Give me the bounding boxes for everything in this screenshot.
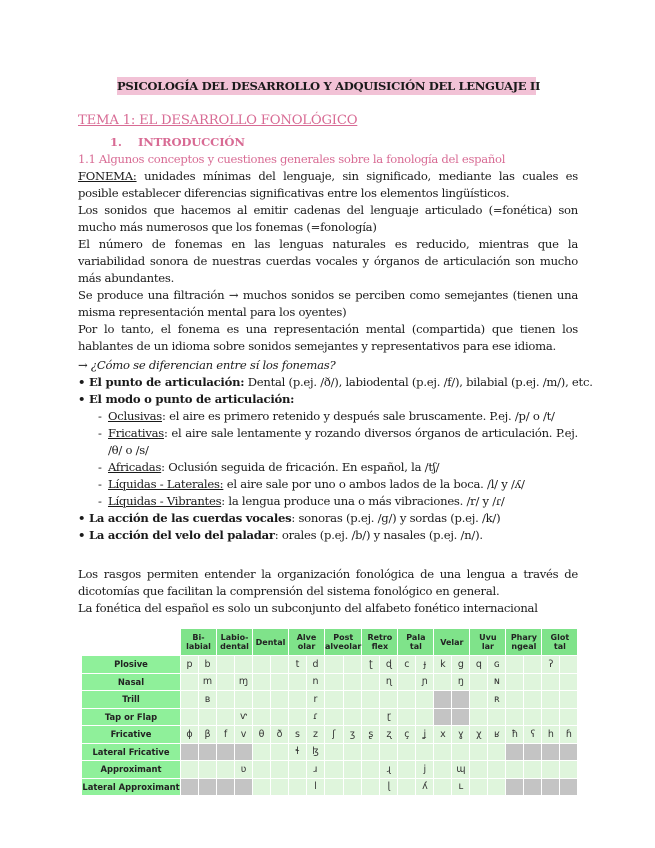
ipa-cell xyxy=(362,674,379,691)
ipa-cell xyxy=(217,779,234,796)
dash-item xyxy=(78,425,578,459)
ipa-cell xyxy=(271,674,288,691)
row-label: Plosive xyxy=(82,656,180,673)
row-label: Trill xyxy=(82,691,180,708)
ipa-cell xyxy=(398,674,415,691)
ipa-cell xyxy=(325,709,343,726)
dash-item xyxy=(78,476,578,493)
ipa-cell xyxy=(271,779,288,796)
ipa-cell xyxy=(560,674,577,691)
table-row xyxy=(82,744,577,761)
ipa-cell xyxy=(362,709,379,726)
ipa-cell xyxy=(362,779,379,796)
ipa-cell: f xyxy=(217,726,234,743)
ipa-cell: ɳ xyxy=(380,674,397,691)
ipa-cell: j xyxy=(416,761,433,778)
ipa-cell: ç xyxy=(398,726,415,743)
bullet-vocal-cords xyxy=(78,510,578,527)
ipa-cell: ɢ xyxy=(488,656,505,673)
ipa-cell: ɻ xyxy=(380,761,397,778)
ipa-cell: m xyxy=(199,674,216,691)
ipa-cell xyxy=(253,709,270,726)
ipa-cell: ɣ xyxy=(452,726,469,743)
ipa-cell: l xyxy=(307,779,324,796)
ipa-cell xyxy=(470,744,487,761)
ipa-cell xyxy=(416,691,433,708)
ipa-cell xyxy=(488,709,505,726)
ipa-cell: p xyxy=(181,656,198,673)
ipa-cell: g xyxy=(452,656,469,673)
ipa-cell xyxy=(199,779,216,796)
ipa-cell xyxy=(253,691,270,708)
ipa-cell xyxy=(181,779,198,796)
ipa-cell xyxy=(253,744,270,761)
ipa-cell xyxy=(542,709,559,726)
ipa-cell xyxy=(325,674,343,691)
column-header: Alve olar xyxy=(289,629,324,655)
ipa-cell xyxy=(416,709,433,726)
column-header: Bi- labial xyxy=(181,629,216,655)
ipa-cell xyxy=(271,691,288,708)
bullet-term: • El punto de articulación: xyxy=(78,375,245,389)
paragraph: Los rasgos permiten entender la organización fonológica de una lengua a través de dicotomías que facilitan la comprensión del sistema fonológico en general. xyxy=(78,567,578,598)
ipa-cell xyxy=(235,779,252,796)
dash-text: : la lengua produce una o más vibraciones. /r/ y /ɾ/ xyxy=(221,494,505,508)
ipa-cell xyxy=(542,761,559,778)
column-header: Phary ngeal xyxy=(506,629,541,655)
section-title: INTRODUCCIÓN xyxy=(138,135,245,149)
row-label: Fricative xyxy=(82,726,180,743)
ipa-cell: ʟ xyxy=(452,779,469,796)
ipa-cell xyxy=(217,656,234,673)
ipa-cell xyxy=(253,761,270,778)
paragraph: Los sonidos que hacemos al emitir cadenas del lenguaje articulado (=fonética) son mucho más numerosos que los fonemas (=fonología) xyxy=(78,203,578,234)
table-row xyxy=(82,656,577,673)
ipa-cell xyxy=(217,674,234,691)
ipa-cell xyxy=(560,656,577,673)
column-header: Uvu lar xyxy=(470,629,505,655)
ipa-cell xyxy=(181,674,198,691)
dash-term: Líquidas - Vibrantes xyxy=(108,494,222,508)
ipa-cell: ʁ xyxy=(488,726,505,743)
ipa-cell xyxy=(362,691,379,708)
dash-marker: - xyxy=(98,494,102,508)
ipa-cell xyxy=(398,691,415,708)
column-header: Labio- dental xyxy=(217,629,252,655)
ipa-cell xyxy=(181,709,198,726)
row-label: Lateral Fricative xyxy=(82,744,180,761)
ipa-cell xyxy=(253,674,270,691)
table-row xyxy=(82,726,577,743)
ipa-cell xyxy=(524,691,541,708)
ipa-cell xyxy=(181,691,198,708)
ipa-cell xyxy=(181,744,198,761)
ipa-cell: ħ xyxy=(506,726,523,743)
bullet-term: • El modo o punto de articulación: xyxy=(78,392,295,406)
dash-term: Líquidas - Laterales: xyxy=(108,477,224,491)
ipa-cell xyxy=(289,691,306,708)
paragraph-fonema xyxy=(78,168,578,202)
row-label: Lateral Approximant xyxy=(82,779,180,796)
ipa-cell xyxy=(542,674,559,691)
ipa-cell xyxy=(560,761,577,778)
ipa-cell xyxy=(380,744,397,761)
table-row xyxy=(82,674,577,691)
table-body xyxy=(82,656,577,795)
ipa-cell xyxy=(506,656,523,673)
ipa-cell: ʐ xyxy=(380,726,397,743)
dash-text: el aire sale por uno o ambos lados de la boca. /l/ y /ʎ/ xyxy=(223,477,525,491)
ipa-cell xyxy=(434,744,451,761)
document-title: PSICOLOGÍA DEL DESARROLLO Y ADQUISICIÓN DEL LENGUAJE II xyxy=(117,79,541,93)
ipa-cell xyxy=(235,691,252,708)
ipa-cell xyxy=(235,656,252,673)
ipa-cell: ʈ xyxy=(362,656,379,673)
ipa-cell xyxy=(470,761,487,778)
row-label: Approximant xyxy=(82,761,180,778)
ipa-cell xyxy=(542,691,559,708)
ipa-cell xyxy=(289,761,306,778)
dash-marker: - xyxy=(98,477,102,491)
ipa-cell: q xyxy=(470,656,487,673)
dash-term: Africadas xyxy=(108,460,162,474)
ipa-cell xyxy=(217,691,234,708)
ipa-cell: ɟ xyxy=(416,656,433,673)
ipa-cell: θ xyxy=(253,726,270,743)
dash-text: : Oclusión seguida de fricación. En español, la /tʃ/ xyxy=(161,460,440,474)
ipa-cell xyxy=(253,779,270,796)
column-header: Glot tal xyxy=(542,629,577,655)
ipa-cell: ð xyxy=(271,726,288,743)
ipa-cell xyxy=(344,691,362,708)
ipa-cell xyxy=(398,744,415,761)
bullet-term: • La acción del velo del paladar xyxy=(78,528,275,542)
ipa-cell xyxy=(271,744,288,761)
ipa-cell xyxy=(289,709,306,726)
ipa-cell xyxy=(344,709,362,726)
question-line: → ¿Cómo se diferencian entre sí los fonemas? xyxy=(78,358,336,372)
chapter-heading: TEMA 1: EL DESARROLLO FONOLÓGICO xyxy=(78,113,358,128)
paragraph: La fonética del español es solo un subconjunto del alfabeto fonético internacional xyxy=(78,601,538,615)
dash-marker: - xyxy=(98,426,102,440)
ipa-cell xyxy=(470,674,487,691)
ipa-cell xyxy=(434,779,451,796)
ipa-cell: ʂ xyxy=(362,726,379,743)
row-label: Tap or Flap xyxy=(82,709,180,726)
ipa-cell xyxy=(344,779,362,796)
ipa-cell: ⱱ xyxy=(235,709,252,726)
row-label: Nasal xyxy=(82,674,180,691)
ipa-cell xyxy=(488,761,505,778)
ipa-cell xyxy=(488,779,505,796)
column-header: Dental xyxy=(253,629,288,655)
ipa-cell: v xyxy=(235,726,252,743)
column-header: Retro flex xyxy=(362,629,397,655)
table-corner xyxy=(82,629,180,655)
ipa-cell xyxy=(289,779,306,796)
ipa-cell: ɬ xyxy=(289,744,306,761)
ipa-cell: t xyxy=(289,656,306,673)
ipa-consonant-table xyxy=(81,628,578,796)
ipa-cell: ɦ xyxy=(560,726,577,743)
table-row xyxy=(82,691,577,708)
ipa-cell xyxy=(452,744,469,761)
ipa-cell: χ xyxy=(470,726,487,743)
ipa-cell xyxy=(271,761,288,778)
ipa-cell xyxy=(434,691,451,708)
bullet-term: • La acción de las cuerdas vocales xyxy=(78,511,292,525)
bullet-text: Dental (p.ej. /ð/), labiodental (p.ej. /f/), bilabial (p.ej. /m/), etc. xyxy=(244,375,593,389)
ipa-cell xyxy=(199,744,216,761)
ipa-cell: s xyxy=(289,726,306,743)
bullet-mode-articulation xyxy=(78,391,578,408)
column-header: Post alveolar xyxy=(325,629,361,655)
ipa-cell xyxy=(199,761,216,778)
dash-term: Fricativas xyxy=(108,426,164,440)
ipa-cell xyxy=(524,744,541,761)
ipa-cell: ɭ xyxy=(380,779,397,796)
ipa-cell: ʃ xyxy=(325,726,343,743)
ipa-cell xyxy=(560,779,577,796)
ipa-cell xyxy=(452,709,469,726)
ipa-cell xyxy=(524,709,541,726)
ipa-cell: ɱ xyxy=(235,674,252,691)
intro-paragraphs xyxy=(78,168,578,355)
ipa-cell: n xyxy=(307,674,324,691)
ipa-cell xyxy=(398,709,415,726)
ipa-cell xyxy=(506,674,523,691)
ipa-cell xyxy=(398,761,415,778)
ipa-cell xyxy=(253,656,270,673)
ipa-cell xyxy=(470,709,487,726)
ipa-cell: c xyxy=(398,656,415,673)
column-header: Velar xyxy=(434,629,469,655)
section-heading xyxy=(110,135,245,149)
section-number: 1. xyxy=(110,135,122,149)
dash-term: Oclusivas xyxy=(108,409,162,423)
ipa-cell xyxy=(362,761,379,778)
ipa-cell xyxy=(217,761,234,778)
ipa-cell: ʀ xyxy=(488,691,505,708)
ipa-cell xyxy=(325,656,343,673)
ipa-cell: ʎ xyxy=(416,779,433,796)
ipa-cell: ʝ xyxy=(416,726,433,743)
dash-marker: - xyxy=(98,409,102,423)
ipa-cell xyxy=(325,744,343,761)
bullet-velum xyxy=(78,527,578,544)
ipa-cell xyxy=(362,744,379,761)
ipa-cell xyxy=(470,691,487,708)
table-header-row xyxy=(82,629,577,655)
ipa-cell xyxy=(235,744,252,761)
dash-item xyxy=(78,459,578,476)
ipa-cell xyxy=(325,691,343,708)
ipa-cell: ɽ xyxy=(380,709,397,726)
ipa-cell: ɸ xyxy=(181,726,198,743)
ipa-cell xyxy=(560,744,577,761)
bullet-text: : orales (p.ej. /b/) y nasales (p.ej. /n/). xyxy=(274,528,483,542)
ipa-cell xyxy=(325,779,343,796)
ipa-cell: β xyxy=(199,726,216,743)
ipa-cell xyxy=(470,779,487,796)
ipa-cell: r xyxy=(307,691,324,708)
ipa-cell: ŋ xyxy=(452,674,469,691)
ipa-cell xyxy=(344,656,362,673)
ipa-cell xyxy=(506,761,523,778)
ipa-cell: ɲ xyxy=(416,674,433,691)
table-row xyxy=(82,761,577,778)
ipa-cell xyxy=(542,779,559,796)
ipa-cell xyxy=(325,761,343,778)
ipa-cell xyxy=(380,691,397,708)
ipa-cell xyxy=(524,779,541,796)
fonema-definition: unidades mínimas del lenguaje, sin significado, mediante las cuales es posible establecer diferencias significativas entre los elementos lingüísticos. xyxy=(78,169,578,200)
ipa-cell xyxy=(434,761,451,778)
dash-text: : el aire es primero retenido y después sale bruscamente. P.ej. /p/ o /t/ xyxy=(162,409,555,423)
ipa-cell xyxy=(271,709,288,726)
paragraph: El número de fonemas en las lenguas naturales es reducido, mientras que la variabilidad sonora de nuestras cuerdas vocales y órganos de articulación son mucho más abundantes. xyxy=(78,237,578,285)
ipa-cell xyxy=(217,744,234,761)
ipa-cell xyxy=(344,761,362,778)
ipa-cell: ʕ xyxy=(524,726,541,743)
ipa-cell xyxy=(344,674,362,691)
closing-paragraphs xyxy=(78,566,578,617)
ipa-cell: ɹ xyxy=(307,761,324,778)
ipa-cell xyxy=(524,656,541,673)
dash-item xyxy=(78,493,578,510)
ipa-cell: ʒ xyxy=(344,726,362,743)
ipa-cell: ɴ xyxy=(488,674,505,691)
phoneme-features xyxy=(78,357,593,544)
ipa-cell: ɖ xyxy=(380,656,397,673)
ipa-cell: ɰ xyxy=(452,761,469,778)
ipa-cell: k xyxy=(434,656,451,673)
ipa-cell xyxy=(488,744,505,761)
ipa-cell: ʋ xyxy=(235,761,252,778)
table-row xyxy=(82,709,577,726)
subsection-heading: 1.1 Algunos conceptos y cuestiones generales sobre la fonología del español xyxy=(78,152,506,166)
term-fonema: FONEMA: xyxy=(78,169,137,183)
ipa-cell: z xyxy=(307,726,324,743)
ipa-cell xyxy=(524,674,541,691)
ipa-cell xyxy=(506,779,523,796)
ipa-cell xyxy=(289,674,306,691)
ipa-cell xyxy=(542,744,559,761)
ipa-cell xyxy=(434,709,451,726)
ipa-cell xyxy=(560,709,577,726)
ipa-cell xyxy=(560,691,577,708)
ipa-cell xyxy=(344,744,362,761)
ipa-cell: ʙ xyxy=(199,691,216,708)
ipa-cell xyxy=(506,744,523,761)
ipa-cell: ɾ xyxy=(307,709,324,726)
ipa-cell xyxy=(452,691,469,708)
ipa-cell: ʔ xyxy=(542,656,559,673)
ipa-cell xyxy=(416,744,433,761)
ipa-cell: x xyxy=(434,726,451,743)
ipa-cell xyxy=(181,761,198,778)
ipa-cell xyxy=(506,691,523,708)
bullet-text: : sonoras (p.ej. /g/) y sordas (p.ej. /k/) xyxy=(291,511,501,525)
ipa-cell: ɮ xyxy=(307,744,324,761)
ipa-cell: d xyxy=(307,656,324,673)
ipa-cell xyxy=(398,779,415,796)
dash-item xyxy=(78,408,578,425)
ipa-cell: b xyxy=(199,656,216,673)
ipa-cell xyxy=(271,656,288,673)
paragraph: Por lo tanto, el fonema es una representación mental (compartida) que tienen los hablantes de un idioma sobre sonidos semejantes y representativos para ese idioma. xyxy=(78,322,578,353)
ipa-cell xyxy=(524,761,541,778)
table-row xyxy=(82,779,577,796)
ipa-cell xyxy=(217,709,234,726)
ipa-cell xyxy=(434,674,451,691)
dash-text: : el aire sale lentamente y rozando diversos órganos de articulación. P.ej. /θ/ o /s/ xyxy=(108,426,578,457)
ipa-cell: h xyxy=(542,726,559,743)
ipa-cell xyxy=(199,709,216,726)
ipa-cell xyxy=(506,709,523,726)
dash-marker: - xyxy=(98,460,102,474)
bullet-point-articulation xyxy=(78,374,593,391)
column-header: Pala tal xyxy=(398,629,433,655)
paragraph: Se produce una filtración → muchos sonidos se perciben como semejantes (tienen una misma representación mental para los oyentes) xyxy=(78,288,578,319)
